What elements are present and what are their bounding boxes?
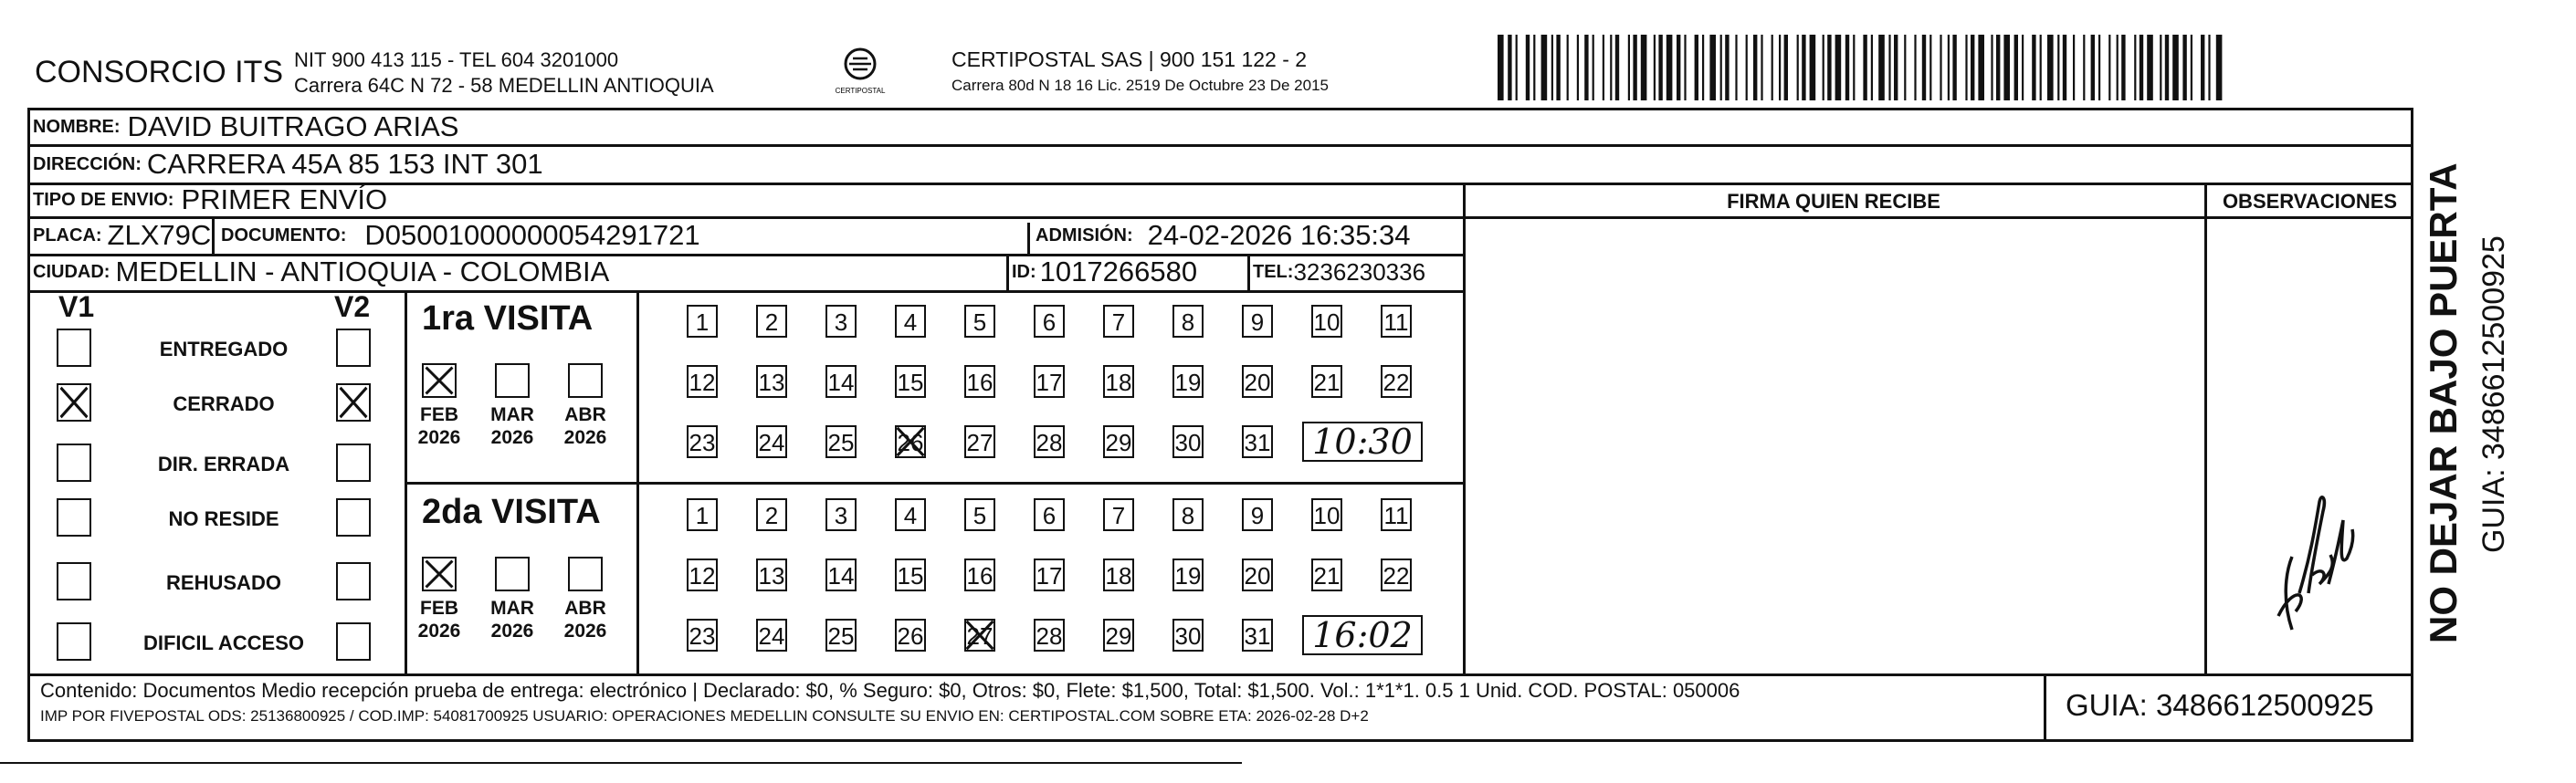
day-checkbox[interactable]: 20 [1242,559,1273,591]
direccion-row [33,149,543,180]
month-year: 2026 [417,621,461,642]
footer-imp: IMP POR FIVEPOSTAL ODS: 25136800925 / COD.IMP: 54081700925 USUARIO: OPERACIONES MEDELLIN CONSULTE SU ENVIO EN: CERTIPOSTAL.COM SOBRE ETA: 2026-02-28 D+2 [40,707,1369,725]
barcode-bar [1779,35,1781,100]
barcode-bar [1633,35,1636,100]
barcode-bar [1810,35,1816,100]
barcode-bar [1551,35,1553,100]
day-checkbox[interactable]: 16 [964,365,995,398]
day-checkbox[interactable]: 5 [964,498,995,531]
status-label: REHUSADO [166,571,281,594]
month-checkbox[interactable] [568,557,603,591]
barcode-bar [2182,35,2186,100]
ciudad-label: CIUDAD: [33,261,110,282]
day-checkbox[interactable]: 7 [1103,498,1134,531]
day-checkbox[interactable]: 14 [825,365,857,398]
carrier-address: Carrera 80d N 18 16 Lic. 2519 De Octubre 23 De 2015 [952,77,1329,94]
barcode-bar [2172,35,2179,100]
barcode-bar [1577,35,1579,100]
month-checkbox[interactable] [422,363,457,398]
status-v2-checkbox[interactable] [336,383,371,422]
day-checkbox[interactable]: 27 [964,425,995,458]
admision-row [1036,220,1411,251]
day-checkbox[interactable]: 9 [1242,305,1273,338]
nombre-label: NOMBRE: [33,116,121,137]
barcode-bar [1827,35,1831,100]
footer-content: Contenido: Documentos Medio recepción prueba de entrega: electrónico | Declarado: $0, % Seguro: $0, Otros: $0, Flete: $1,500, Total: $1,500. Vol.: 1*1*1. 0.5 1 Unid. COD. POSTAL: 050006 [40,679,1740,702]
observaciones-header: OBSERVACIONES [2222,190,2398,213]
barcode-bar [1784,35,1788,100]
day-checkbox[interactable]: 27 [964,619,995,652]
barcode-bar [2063,35,2066,100]
day-checkbox[interactable]: 15 [895,559,926,591]
month-checkbox[interactable] [568,363,603,398]
barcode-bar [1667,35,1673,100]
month-checkbox[interactable] [495,363,530,398]
barcode-bar [1720,35,1722,100]
barcode-bar [2057,35,2059,100]
barcode-bar [1603,35,1604,100]
day-checkbox[interactable]: 23 [687,619,718,652]
status-v2-checkbox[interactable] [336,562,371,600]
status-v1-checkbox[interactable] [57,444,91,482]
barcode-bar [1772,35,1773,100]
day-checkbox[interactable]: 19 [1172,559,1204,591]
day-checkbox[interactable]: 25 [825,425,857,458]
day-checkbox[interactable]: 6 [1034,498,1065,531]
day-checkbox[interactable]: 13 [756,365,787,398]
placa-value: ZLX79C [107,219,212,251]
direccion-label: DIRECCIÓN: [33,153,142,174]
logo-caption: CERTIPOSTAL [835,87,886,95]
barcode-bar [1516,35,1518,100]
day-checkbox[interactable]: 11 [1381,498,1412,531]
barcode-bar [1971,35,1974,100]
barcode-bar [1948,35,1950,100]
check-mark-icon [424,559,455,590]
day-checkbox[interactable]: 31 [1242,425,1273,458]
barcode-bar [1709,35,1716,100]
footer-guia: GUIA: 3486612500925 [2066,688,2374,722]
documento-label: DOCUMENTO: [221,224,347,245]
day-checkbox[interactable]: 17 [1034,365,1065,398]
day-checkbox[interactable]: 7 [1103,305,1134,338]
documento-row [221,220,700,251]
barcode-bar [1753,35,1757,100]
month-year: 2026 [490,621,534,642]
documento-value: D05001000000054291721 [364,219,700,251]
admision-value: 24-02-2026 16:35:34 [1147,219,1411,251]
barcode-bar [1702,35,1704,100]
month-label: FEB [420,598,458,619]
status-v1-checkbox[interactable] [57,562,91,600]
barcode-bar [2134,35,2136,100]
status-v1-checkbox[interactable] [57,622,91,661]
barcode-bar [1835,35,1842,100]
v1-header: V1 [58,290,95,323]
firma-header: FIRMA QUIEN RECIBE [1727,190,1940,213]
barcode-bar [2091,35,2095,100]
status-v1-checkbox[interactable] [57,329,91,367]
day-checkbox[interactable]: 26 [895,425,926,458]
day-checkbox[interactable]: 16 [964,559,995,591]
barcode-bar [1761,35,1762,100]
status-v1-checkbox[interactable] [57,498,91,537]
day-checkbox[interactable]: 28 [1034,425,1065,458]
barcode-bar [1735,35,1737,100]
barcode-bar [2147,35,2153,100]
day-mark [895,425,926,458]
day-checkbox[interactable]: 19 [1172,365,1204,398]
day-checkbox[interactable]: 22 [1381,559,1412,591]
status-label: DIFICIL ACCESO [142,632,304,654]
nombre-row [33,111,458,142]
barcode-bar [1996,35,2000,100]
day-checkbox[interactable]: 17 [1034,559,1065,591]
nombre-value: DAVID BUITRAGO ARIAS [127,110,459,142]
direccion-value: CARRERA 45A 85 153 INT 301 [146,148,543,180]
status-v2-checkbox[interactable] [336,444,371,482]
ciudad-row [33,256,609,287]
status-label: CERRADO [173,392,275,415]
visit-time[interactable]: 10:30 [1302,422,1423,462]
barcode-bar [2047,35,2054,100]
barcode-bar [1567,35,1569,100]
day-checkbox[interactable]: 12 [687,365,718,398]
check-mark-icon [424,365,455,396]
day-checkbox[interactable]: 21 [1311,365,1342,398]
barcode-bar [1802,35,1805,100]
day-checkbox[interactable]: 2 [756,498,787,531]
tipo-label: TIPO DE ENVIO: [33,189,174,210]
id-row [1012,256,1197,287]
barcode-bar [1533,35,1535,100]
check-mark-icon [895,425,926,458]
barcode-bar [1853,35,1855,100]
barcode-bar [1965,35,1967,100]
barcode-bar [2083,35,2085,100]
month-label: FEB [420,404,458,425]
status-v1-checkbox[interactable] [57,383,91,422]
tel-row [1253,256,1425,287]
barcode-bar [2140,35,2143,100]
check-mark-icon [338,385,369,420]
status-label: DIR. ERRADA [157,453,290,475]
month-label: MAR [490,598,534,619]
barcode-bar [1863,35,1866,100]
barcode-bar [1658,35,1662,100]
barcode-bar [1991,35,1992,100]
barcode-bar [1978,35,1984,100]
barcode-bar [2098,35,2100,100]
barcode-icon [1498,35,2228,100]
month-year: 2026 [563,427,607,448]
month-label: MAR [490,404,534,425]
day-checkbox[interactable]: 29 [1103,425,1134,458]
barcode-bar [2003,35,2010,100]
day-checkbox[interactable]: 30 [1172,619,1204,652]
barcode-bar [1725,35,1729,100]
day-checkbox[interactable]: 26 [895,619,926,652]
barcode-bar [2032,35,2035,100]
tipo-value: PRIMER ENVÍO [181,183,388,215]
check-mark-icon [964,619,995,652]
barcode-bar [1593,35,1594,100]
placa-label: PLACA: [33,224,102,245]
day-checkbox[interactable]: 8 [1172,498,1204,531]
barcode-bar [1615,35,1619,100]
admision-label: ADMISIÓN: [1036,224,1133,245]
day-checkbox[interactable]: 11 [1381,305,1412,338]
barcode-bar [2201,35,2204,100]
barcode-bar [1952,35,1956,100]
month-year: 2026 [490,427,534,448]
day-checkbox[interactable]: 6 [1034,305,1065,338]
carrier-info: CERTIPOSTAL SAS | 900 151 122 - 2 [952,47,1308,71]
status-v2-checkbox[interactable] [336,498,371,537]
barcode-bar [1904,35,1906,100]
day-checkbox[interactable]: 22 [1381,365,1412,398]
barcode-bar [1940,35,1941,100]
day-checkbox[interactable]: 1 [687,305,718,338]
barcode-bar [2191,35,2192,100]
visit-title: 1ra VISITA [422,299,594,338]
day-checkbox[interactable]: 4 [895,305,926,338]
day-checkbox[interactable]: 28 [1034,619,1065,652]
barcode-bar [1541,35,1548,100]
day-checkbox[interactable]: 29 [1103,619,1134,652]
visit-time[interactable]: 16:02 [1302,615,1423,655]
day-checkbox[interactable]: 5 [964,305,995,338]
signature [2228,456,2392,639]
barcode-bar [1845,35,1849,100]
day-checkbox[interactable]: 14 [825,559,857,591]
barcode-bar [2108,35,2110,100]
status-label: ENTREGADO [159,338,289,360]
barcode-bar [1684,35,1686,100]
barcode-bar [1888,35,1890,100]
day-checkbox[interactable]: 31 [1242,619,1273,652]
barcode-bar [1584,35,1588,100]
barcode-bar [1610,35,1612,100]
barcode-bar [1797,35,1799,100]
ciudad-value: MEDELLIN - ANTIOQUIA - COLOMBIA [115,256,610,287]
barcode-bar [1677,35,1680,100]
day-checkbox[interactable]: 4 [895,498,926,531]
month-checkbox[interactable] [495,557,530,591]
barcode-bar [1823,35,1824,100]
month-year: 2026 [563,621,607,642]
barcode-bar [2121,35,2125,100]
day-checkbox[interactable]: 25 [825,619,857,652]
status-label: NO RESIDE [168,507,279,530]
day-checkbox[interactable]: 20 [1242,365,1273,398]
tear-line [0,762,1242,764]
day-checkbox[interactable]: 3 [825,498,857,531]
barcode-bar [1922,35,1926,100]
day-checkbox[interactable]: 21 [1311,559,1342,591]
status-v2-checkbox[interactable] [336,622,371,661]
barcode-bar [1914,35,1916,100]
barcode-bar [1628,35,1630,100]
barcode-bar [1871,35,1873,100]
barcode-bar [2073,35,2075,100]
barcode-bar [1526,35,1530,100]
v2-header: V2 [334,290,371,323]
tel-value: 3236230336 [1293,257,1426,286]
barcode-bar [1695,35,1698,100]
month-label: ABR [564,404,606,425]
barcode-bar [1878,35,1885,100]
day-mark [964,619,995,652]
check-mark-icon [58,385,89,420]
month-year: 2026 [417,427,461,448]
barcode-bar [2040,35,2042,100]
barcode-bar [1556,35,1560,100]
day-checkbox[interactable]: 15 [895,365,926,398]
barcode-bar [1929,35,1931,100]
month-label: ABR [564,598,606,619]
day-checkbox[interactable]: 10 [1311,305,1342,338]
placa-row [33,220,211,251]
day-checkbox[interactable]: 13 [756,559,787,591]
barcode-bar [1894,35,1898,100]
status-v2-checkbox[interactable] [336,329,371,367]
visit-title: 2da VISITA [422,493,601,531]
barcode-bar [2117,35,2119,100]
day-checkbox[interactable]: 12 [687,559,718,591]
day-checkbox[interactable]: 1 [687,498,718,531]
day-checkbox[interactable]: 23 [687,425,718,458]
tel-label: TEL: [1253,261,1294,282]
side-guia: GUIA: 3486612500925 [2476,235,2511,553]
day-checkbox[interactable]: 8 [1172,305,1204,338]
barcode-bar [1654,35,1656,100]
company-address: Carrera 64C N 72 - 58 MEDELLIN ANTIOQUIA [294,74,714,97]
day-checkbox[interactable]: 30 [1172,425,1204,458]
barcode-bar [1508,35,1511,100]
id-value: 1017266580 [1039,256,1198,287]
day-checkbox[interactable]: 18 [1103,559,1134,591]
month-checkbox[interactable] [422,557,457,591]
day-checkbox[interactable]: 9 [1242,498,1273,531]
barcode-bar [2014,35,2018,100]
company-name: CONSORCIO ITS [35,55,284,89]
barcode-bar [2165,35,2169,100]
barcode-bar [2208,35,2210,100]
certipostal-logo [833,46,888,97]
barcode-bar [1746,35,1748,100]
barcode-bar [2160,35,2161,100]
id-label: ID: [1012,261,1036,282]
side-warning: NO DEJAR BAJO PUERTA [2422,162,2465,643]
day-checkbox[interactable]: 2 [756,305,787,338]
day-checkbox[interactable]: 24 [756,425,787,458]
day-checkbox[interactable]: 3 [825,305,857,338]
company-nit: NIT 900 413 115 - TEL 604 3201000 [294,48,619,71]
barcode-bar [2022,35,2024,100]
barcode-bar [2216,35,2223,100]
day-checkbox[interactable]: 18 [1103,365,1134,398]
barcode-bar [1641,35,1647,100]
barcode-bar [1498,35,1504,100]
day-checkbox[interactable]: 10 [1311,498,1342,531]
day-checkbox[interactable]: 24 [756,619,787,652]
tipo-row [33,184,387,215]
